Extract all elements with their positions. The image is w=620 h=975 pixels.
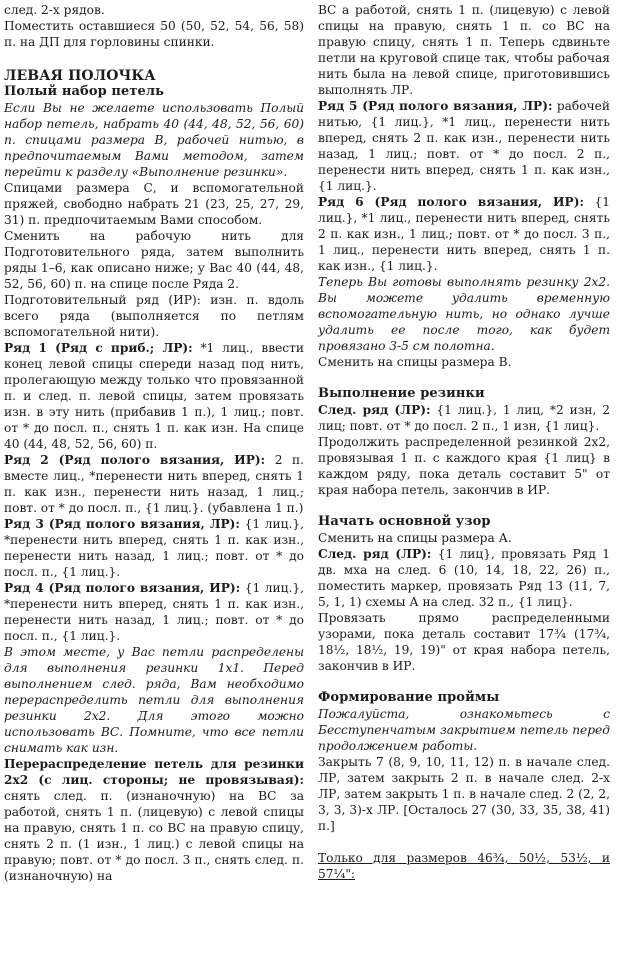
row-instruction <box>4 580 304 644</box>
paragraph: Провязать прямо распределенными узорами, пока деталь составит 17¾ (17¾, 18½, 18½, 19, 19)" от края набора петель, закончив в ИР. <box>318 611 610 673</box>
subsection-title: Выполнение резинки <box>318 386 485 401</box>
row-label: Ряд 3 (Ряд полого вязания, ЛР): <box>4 517 240 531</box>
section-title: ЛЕВАЯ ПОЛОЧКА <box>4 68 156 84</box>
paragraph: Подготовительный ряд (ИР): изн. п. вдоль всего ряда (выполняется по петлям вспомогательной нити). <box>4 293 304 339</box>
row-label: Ряд 6 (Ряд полого вязания, ИР): <box>318 195 584 209</box>
row-label: След. ряд (ЛР): <box>318 547 432 561</box>
paragraph-underlined: Только для размеров 46¾, 50½, 53½, и 57¼": <box>318 851 610 881</box>
left-column <box>4 2 304 884</box>
paragraph: Сменить на спицы размера А. <box>318 531 512 545</box>
paragraph: Продолжить распределенной резинкой 2х2, провязывая 1 п. с каждого края {1 лиц} в каждом ряду, пока деталь составит 5" от края набора петель, закончив в ИР. <box>318 435 610 497</box>
subsection-title: Формирование проймы <box>318 690 500 705</box>
paragraph: след. 2-х рядов. <box>4 3 105 17</box>
row-label: Ряд 5 (Ряд полого вязания, ЛР): <box>318 99 553 113</box>
spacer <box>318 834 610 850</box>
spacer <box>318 370 610 386</box>
row-text: {1 лиц}, провязать Ряд 1 дв. мха на след. 6 (10, 14, 18, 22, 26) п., поместить маркер, провязать Ряд 13 (11, 7, 5, 1, 1) схемы А на след. 32 п., {1 лиц}. <box>318 547 610 609</box>
row-label: Перераспределение петель для резинки 2х2 (с лиц. стороны; не провязывая): <box>4 757 304 787</box>
row-text: {1 лиц.}, 1 лиц, *2 изн, 2 лиц; повт. от * до посл. 2 п., 1 изн, {1 лиц}. <box>318 403 610 433</box>
row-instruction <box>4 516 304 580</box>
row-label: Ряд 1 (Ряд с приб.; ЛР): <box>4 341 193 355</box>
paragraph-italic: Пожалуйста, ознакомьтесь с Бесступенчатым закрытием петель перед продолжением работы. <box>318 707 610 753</box>
paragraph: Сменить на рабочую нить для Подготовительного ряда, затем выполнить ряды 1–6, как описано ниже; у Вас 40 (44, 48, 52, 56, 60) п. на спице после Ряда 2. <box>4 229 304 291</box>
row-text: рабочей нитью, {1 лиц.}, *1 лиц., перенести нить вперед, снять 2 п. как изн., перенести нить назад, 1 лиц.; повт. от * до посл. 2 п., перенести нить вперед, снять 1 п. как изн., {1 лиц.}. <box>318 99 610 193</box>
row-instruction <box>318 194 610 274</box>
row-text: {1 лиц.}, *перенести нить вперед, снять 1 п. как изн., перенести нить назад, 1 лиц.; повт. от * до посл. п., {1 лиц.}. <box>4 581 304 643</box>
paragraph: Сменить на спицы размера В. <box>318 355 512 369</box>
paragraph-italic: Если Вы не желаете использовать Полый набор петель, набрать 40 (44, 48, 52, 56, 60) п. спицами размера В, рабочей нитью, в предпочитаемым Вами методом, затем перейти к разделу «Выполнение резинки». <box>4 101 304 179</box>
paragraph: Спицами размера С, и вспомогательной пряжей, свободно набрать 21 (23, 25, 27, 29, 31) п. предпочитаемым Вами способом. <box>4 181 304 227</box>
row-instruction <box>318 98 610 194</box>
row-text: снять след. п. (изнаночную) на ВС за работой, снять 1 п. (лицевую) с левой спицы на правую, снять 1 п. со ВС на правую спицу, снять 2 п. (1 изн., 1 лиц.) с левой спицы на правую; повт. от * до посл. 3 п., снять след. п. (изнаночную) на <box>4 789 304 883</box>
row-instruction <box>4 340 304 452</box>
paragraph: Закрыть 7 (8, 9, 10, 11, 12) п. в начале след. ЛР, затем закрыть 2 п. в начале след. 2-х ЛР, затем закрыть 1 п. в начале след. 2 (2, 2, 3, 3, 3)-х ЛР. [Осталось 27 (30, 33, 35, 38, 41) п.] <box>318 755 610 833</box>
spacer <box>318 498 610 514</box>
row-instruction <box>4 756 304 884</box>
paragraph: ВС а работой, снять 1 п. (лицевую) с левой спицы на правую, снять 1 п. со ВС на правую спицу, снять 1 п. Теперь сдвиньте петли на круговой спице так, чтобы рабочая нить была на левой спице, приготовившись выполнять ЛР. <box>318 3 610 97</box>
row-label: След. ряд (ЛР): <box>318 403 431 417</box>
paragraph-italic: В этом месте, у Вас петли распределены для выполнения резинки 1х1. Перед выполнением след. ряда, Вам необходимо перераспределить петли для выполнения резинки 2х2. Для этого можно использовать ВС. Помните, что все петли снимать как изн. <box>4 645 304 755</box>
row-text: *1 лиц., ввести конец левой спицы спереди назад под нить, пролегающую между только что провязанной п. и след. п. левой спицы, затем провязать изн. в эту нить (прибавив 1 п.), 1 лиц.; повт. от * до посл. п., снять 1 п. как изн. На спице 40 (44, 48, 52, 56, 60) п. <box>4 341 304 451</box>
paragraph: Поместить оставшиеся 50 (50, 52, 54, 56, 58) п. на ДП для горловины спинки. <box>4 19 304 49</box>
right-column <box>318 2 610 882</box>
row-text: 2 п. вместе лиц., *перенести нить вперед, снять 1 п. как изн., перенести нить назад, 1 лиц.; повт. от * до посл. п., {1 лиц.}. (убавлена 1 п.) <box>4 453 305 515</box>
row-text: {1 лиц.}, *перенести нить вперед, снять 1 п. как изн., перенести нить назад, 1 лиц.; повт. от * до посл. п., {1 лиц.}. <box>4 517 304 579</box>
row-text: {1 лиц.}, *1 лиц., перенести нить вперед, снять 2 п. как изн., 1 лиц.; повт. от * до посл. 3 п., 1 лиц., перенести нить вперед, снять 1 п. как изн., {1 лиц.}. <box>318 195 610 273</box>
subsection-title: Начать основной узор <box>318 514 491 529</box>
subsection-title: Полый набор петель <box>4 84 165 99</box>
row-label: Ряд 4 (Ряд полого вязания, ИР): <box>4 581 241 595</box>
row-instruction <box>318 402 610 434</box>
spacer <box>318 674 610 690</box>
row-instruction <box>4 452 304 516</box>
row-label: Ряд 2 (Ряд полого вязания, ИР): <box>4 453 266 467</box>
row-instruction <box>318 546 610 610</box>
paragraph-italic: Теперь Вы готовы выполнять резинку 2х2. Вы можете удалить временную вспомогательную нить, но однако лучше удалить ее после того, как будет провязано 3-5 см полотна. <box>318 275 610 353</box>
